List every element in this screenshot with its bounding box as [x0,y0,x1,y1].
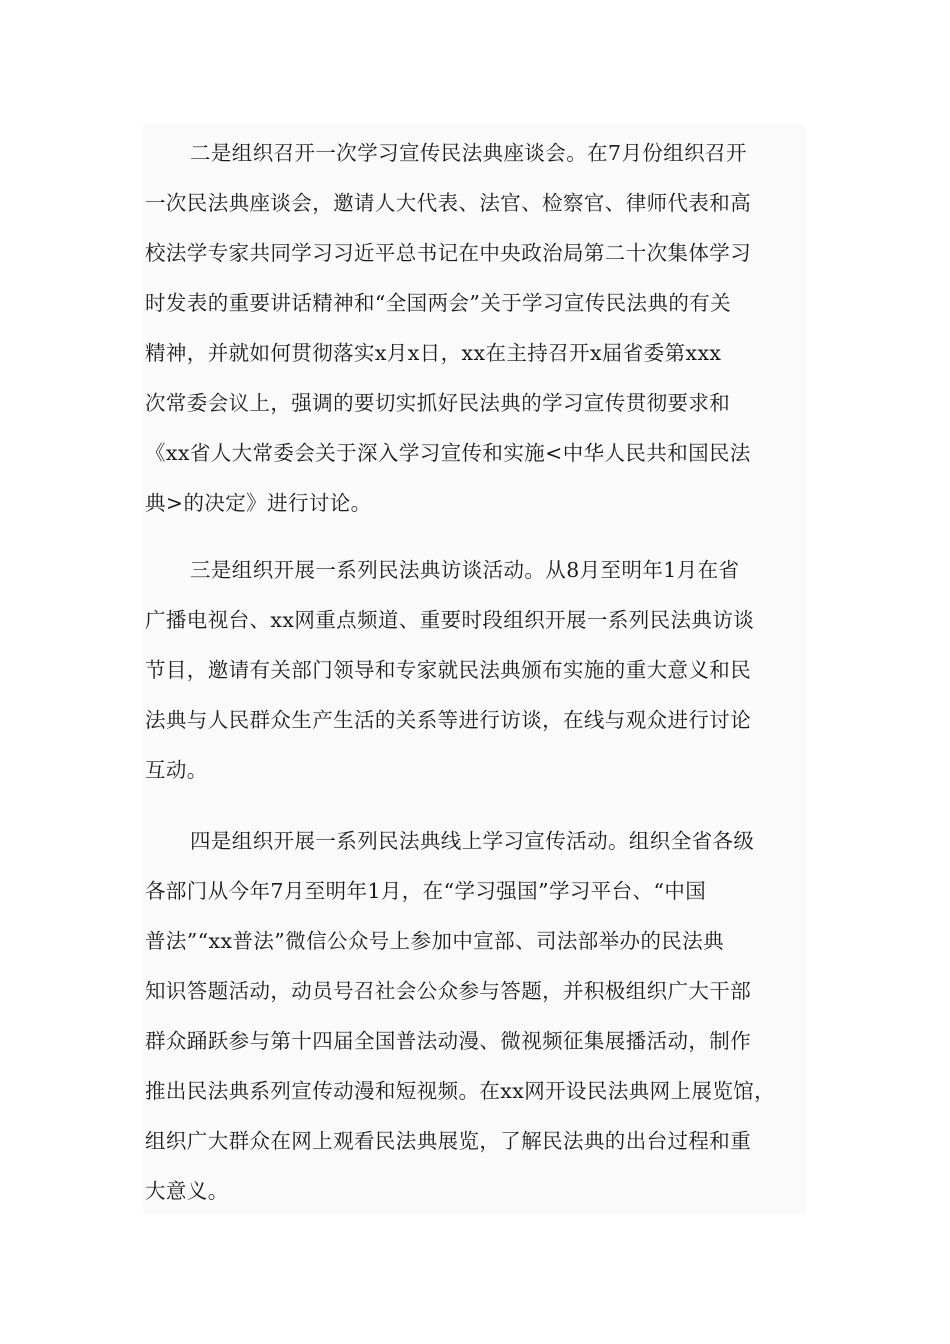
text-line: 组织广大群众在网上观看民法典展览，了解民法典的出台过程和重 [145,1129,752,1153]
paragraph-2 [145,128,825,528]
text-line: 典>的决定》进行讨论。 [145,491,372,515]
text-line: 时发表的重要讲话精神和“全国两会”关于学习宣传民法典的有关 [145,291,732,315]
text-line: 知识答题活动，动员号召社会公众参与答题，并积极组织广大干部 [145,979,752,1003]
text-line: 四是组织开展一系列民法典线上学习宣传活动。组织全省各级 [190,829,755,853]
text-line: 校法学专家共同学习习近平总书记在中央政治局第二十次集体学习 [145,241,752,265]
document-body [143,124,806,1214]
text-line: 次常委会议上，强调的要切实抓好民法典的学习宣传贯彻要求和 [145,391,731,415]
text-line: 节目，邀请有关部门领导和专家就民法典颁布实施的重大意义和民 [145,658,752,682]
text-line: 大意义。 [145,1179,229,1203]
text-line: 普法”“xx普法”微信公众号上参加中宣部、司法部举办的民法典 [145,929,725,953]
paragraph-4 [145,816,825,1216]
text-line: 二是组织召开一次学习宣传民法典座谈会。在7月份组织召开 [190,141,747,165]
text-line: 精神，并就如何贯彻落实x月x日，xx在主持召开x届省委第xxx [145,341,722,365]
text-line: 各部门从今年7月至明年1月，在“学习强国”学习平台、“中国 [145,879,707,903]
text-line: 群众踊跃参与第十四届全国普法动漫、微视频征集展播活动，制作 [145,1029,752,1053]
text-line: 法典与人民群众生产生活的关系等进行访谈，在线与观众进行讨论 [145,708,752,732]
text-line: 互动。 [145,758,208,782]
text-line: 一次民法典座谈会，邀请人大代表、法官、检察官、律师代表和高 [145,191,752,215]
text-line: 推出民法典系列宣传动漫和短视频。在xx网开设民法典网上展览馆， [145,1079,776,1103]
text-line: 广播电视台、xx网重点频道、重要时段组织开展一系列民法典访谈 [145,608,755,632]
text-line: 三是组织开展一系列民法典访谈活动。从8月至明年1月在省 [190,558,740,582]
text-line: 《xx省人大常委会关于深入学习宣传和实施<中华人民共和国民法 [145,441,751,465]
paragraph-3 [145,545,825,795]
